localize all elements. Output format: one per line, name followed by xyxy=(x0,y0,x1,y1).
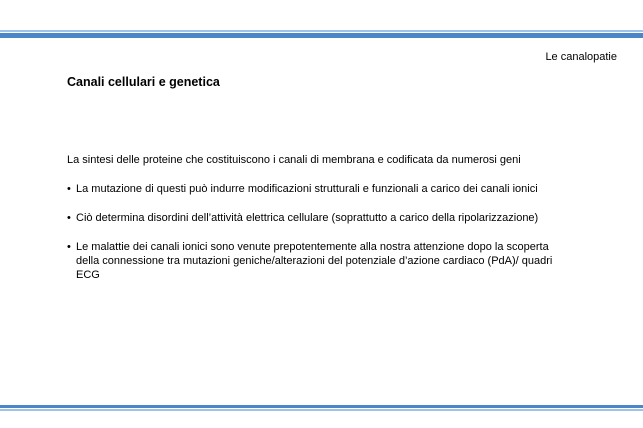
slide-body xyxy=(67,153,607,297)
bullet-list xyxy=(67,182,607,282)
intro-paragraph: La sintesi delle proteine che costituiscono i canali di membrana e codificata da numerosi geni xyxy=(67,154,521,166)
bullet-text: Ciò determina disordini dell’attività elettrica cellulare (soprattutto a carico della ripolarizzazione) xyxy=(76,212,539,224)
section-label: Le canalopatie xyxy=(545,51,617,63)
slide-title: Canali cellulari e genetica xyxy=(67,75,220,89)
bullet-item xyxy=(67,182,607,196)
bullet-item xyxy=(67,211,607,225)
bullet-item xyxy=(67,240,607,282)
bullet-dot-icon: • xyxy=(67,183,71,195)
bullet-text: Le malattie dei canali ionici sono venute prepotentemente alla nostra attenzione dopo la scoperta della connessione tra mutazioni geniche/alterazioni del potenziale d’azione cardiaco (PdA)/ quadri ECG xyxy=(76,241,553,281)
bottom-divider-bar xyxy=(0,405,643,411)
bullet-dot-icon: • xyxy=(67,212,71,224)
bullet-dot-icon: • xyxy=(67,241,71,253)
bullet-text: La mutazione di questi può indurre modificazioni strutturali e funzionali a carico dei canali ionici xyxy=(76,183,538,195)
top-divider-bar xyxy=(0,30,643,38)
